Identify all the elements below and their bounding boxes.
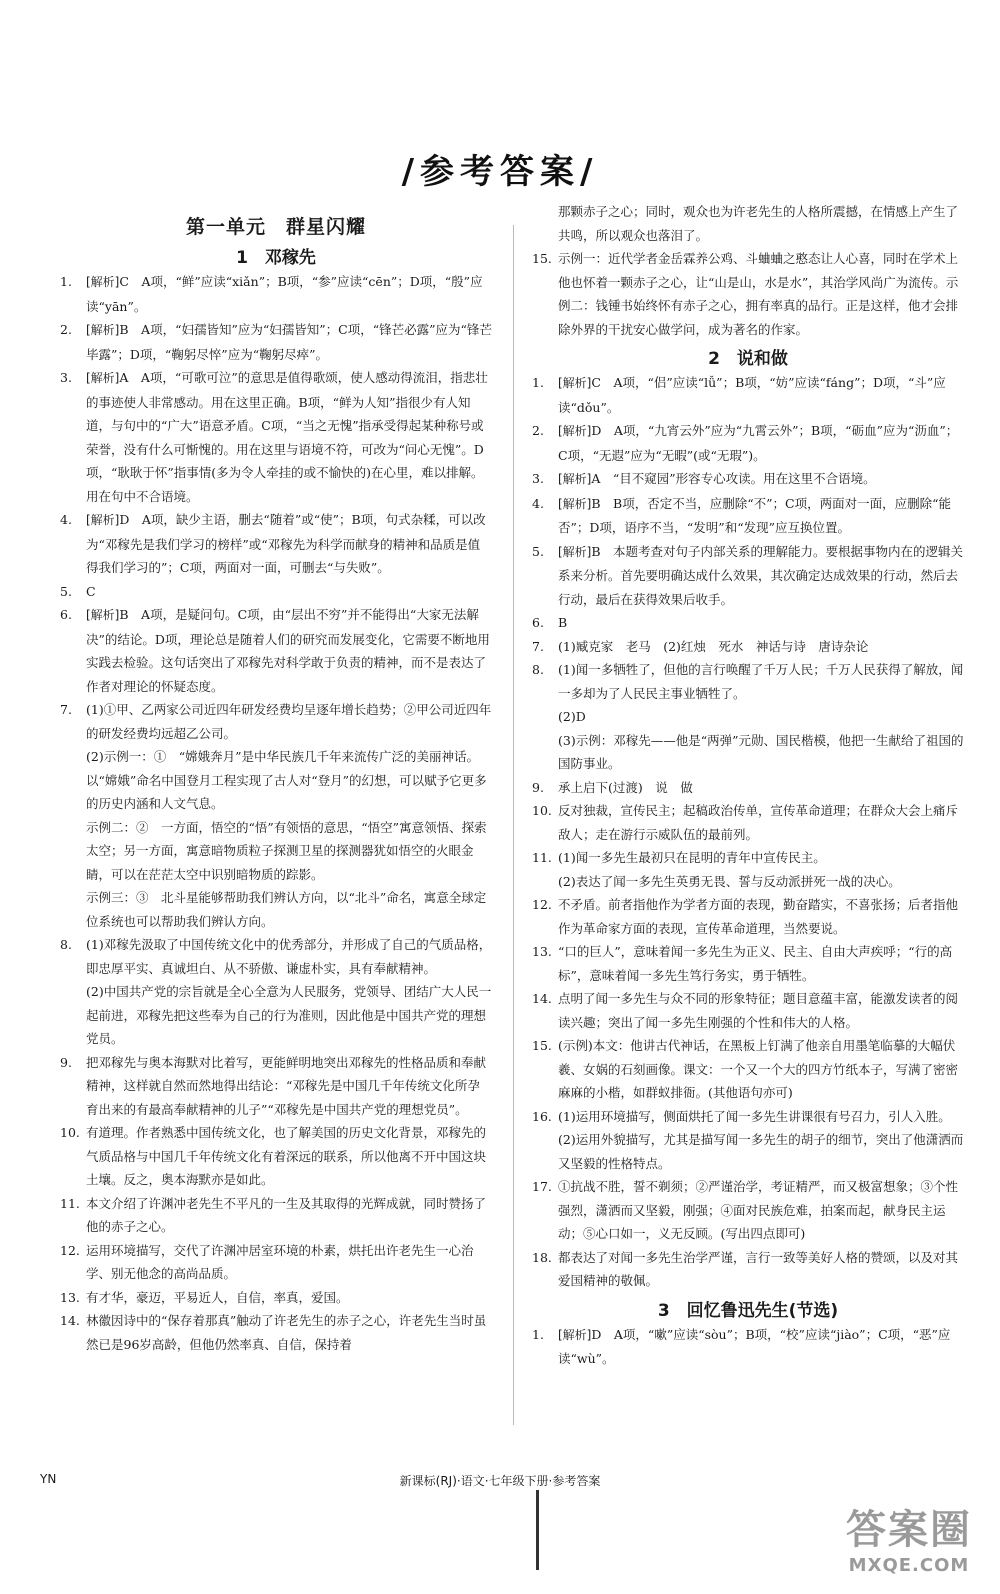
continued-answer: 那颗赤子之心；同时，观众也为许老先生的人格所震撼，在情感上产生了共鸣，所以观众也落泪了。 xyxy=(558,204,959,243)
answer-text: 不矛盾。前者指他作为学者方面的表现，勤奋踏实，不喜张扬；后者指他作为革命家方面的表现，宣传革命道理，当然要说。 xyxy=(558,897,959,936)
answer-number: 5. xyxy=(532,543,544,559)
answer-number: 9. xyxy=(532,779,544,795)
answer-item xyxy=(532,1323,964,1371)
answer-number: 9. xyxy=(60,1054,72,1070)
analysis-tag: [解析] xyxy=(558,376,592,390)
answer-number xyxy=(532,729,558,776)
answer-text: (2)D xyxy=(558,709,586,724)
answer-item xyxy=(532,247,964,341)
answer-number: 13. xyxy=(60,1289,80,1305)
answer-number: 15. xyxy=(532,251,552,266)
answer-number: 2. xyxy=(532,423,544,438)
answer-text: (3)示例：邓稼先——他是“两弹”元勋、国民楷模，他把一生献给了祖国的国防事业。 xyxy=(558,732,964,771)
left-answer-list xyxy=(60,270,492,1356)
answer-text: [解析]B 本题考查对句子内部关系的理解能力。要根据事物内在的逻辑关系来分析。首先要明确达成什么效果，其次确定达成效果的行动，然后去行动，最后在获得效果后收手。 xyxy=(558,543,964,607)
answer-text: 承上启下(过渡) 说 做 xyxy=(558,779,693,795)
answer-number: 14. xyxy=(60,1313,80,1328)
answer-item xyxy=(532,611,964,635)
answer-number: 10. xyxy=(60,1125,80,1140)
answer-item xyxy=(532,940,964,987)
answer-text: ①抗战不胜，誓不剃须；②严谨治学，考证精严，而又极富想象；③个性强烈，潇洒而又坚毅，刚强；④面对民族危难，拍案而起，献身民主运动；⑤心口如一，义无反顾。(写出四点即可) xyxy=(558,1179,959,1241)
answer-number: 18. xyxy=(532,1249,552,1265)
answer-item xyxy=(532,846,964,870)
answer-number: 2. xyxy=(60,322,72,337)
answer-text: 林徽因诗中的“保存着那真”触动了许老先生的赤子之心，许老先生当时虽然已是96岁高龄，但他仍然率真、自信，保持着 xyxy=(86,1313,487,1352)
answer-text: 有道理。作者熟悉中国传统文化，也了解美国的历史文化背景，邓稼先的气质品格与中国几千年传统文化有着深远的联系，所以他离不开中国这块土壤。反之，奥本海默亦是如此。 xyxy=(86,1125,487,1187)
answer-text: (1)①甲、乙两家公司近四年研发经费均呈逐年增长趋势；②甲公司近四年的研发经费均远超乙公司。 xyxy=(86,702,492,741)
answer-text: [解析]B A项，是疑问句。C项，由“层出不穷”并不能得出“大家无法解决”的结论。D项，理论总是随着人们的研究而发展变化，它需要不断地用实践去检验。这句话突出了邓稼先对科学敢于负责的精神，而不是表达了作者对理论的怀疑态度。 xyxy=(86,607,490,694)
answer-text: (2)运用外貌描写，尤其是描写闻一多先生的胡子的细节，突出了他潇洒而又坚毅的性格特点。 xyxy=(558,1132,964,1171)
answer-number: 4. xyxy=(532,495,544,511)
answer-text: 示例三：③ 北斗星能够帮助我们辨认方向，以“北斗”命名，寓意全球定位系统也可以帮助我们辨认方向。 xyxy=(86,890,487,929)
answer-item xyxy=(60,980,492,1051)
answer-text: (2)表达了闻一多先生英勇无畏、誓与反动派拼死一战的决心。 xyxy=(558,873,901,889)
answer-number xyxy=(60,980,86,1051)
answer-number: 10. xyxy=(532,803,552,818)
answer-item xyxy=(532,987,964,1034)
scan-mark xyxy=(536,1490,539,1570)
answer-text: 示例一：近代学者金岳霖养公鸡、斗蛐蛐之憨态让人心喜，同时在学术上他也怀着一颗赤子之心，让“山是山，水是水”，其治学风尚广为流传。示例二：钱锺书始终怀有赤子之心，拥有率真的品行。正是这样，他才会排除外界的干扰安心做学问，成为著名的作家。 xyxy=(558,251,959,337)
answer-text: 本文介绍了许渊冲老先生不平凡的一生及其取得的光辉成就，同时赞扬了他的赤子之心。 xyxy=(86,1195,487,1234)
answer-number: 8. xyxy=(60,937,72,952)
analysis-tag: [解析] xyxy=(86,513,120,527)
answer-number xyxy=(60,816,86,887)
page-title xyxy=(0,140,1000,197)
page-title-text: /参考答案/ xyxy=(401,152,599,192)
right-answer-list-b xyxy=(532,371,964,1293)
answer-item xyxy=(532,635,964,659)
answer-number: 1. xyxy=(60,274,72,289)
left-column xyxy=(60,208,492,1356)
answer-item xyxy=(60,1286,492,1310)
answer-number: 7. xyxy=(60,702,72,717)
analysis-tag: [解析] xyxy=(558,1327,592,1342)
answer-text: [解析]D A项，缺少主语，删去“随着”或“使”；B项，句式杂糅，可以改为“邓稼先是我们学习的榜样”或“邓稼先为科学而献身的精神和品质是值得我们学习的”；C项，两面对一面，可删去“与失败”。 xyxy=(86,512,486,575)
answer-text: [解析]D A项，“嗽”应读“sòu”；B项，“校”应读“jiào”；C项，“恶”应读“wù”。 xyxy=(558,1326,951,1366)
answer-text: 点明了闻一多先生与众不同的形象特征；题目意蕴丰富，能激发读者的阅读兴趣；突出了闻一多先生刚强的个性和伟大的人格。 xyxy=(558,991,959,1030)
answer-item xyxy=(60,1192,492,1239)
answer-item xyxy=(60,270,492,318)
watermark-url: MXQE.COM xyxy=(848,1555,970,1576)
answer-number: 12. xyxy=(60,1242,80,1258)
answer-number xyxy=(60,886,86,933)
answer-text: “口的巨人”，意味着闻一多先生为正义、民主、自由大声疾呼；“行的高标”，意味着闻一多先生笃行务实，勇于牺牲。 xyxy=(558,944,953,983)
answer-text: [解析]D A项，“九宵云外”应为“九霄云外”；B项，“砺血”应为“沥血”；C项，“无遐”应为“无暇”(或“无瑕”)。 xyxy=(558,423,959,463)
answer-number: 1. xyxy=(532,1326,544,1342)
answer-number: 5. xyxy=(60,583,72,599)
answer-number: 3. xyxy=(532,471,544,486)
answer-text: (2)示例一：① “嫦娥奔月”是中华民族几千年来流传广泛的美丽神话。以“嫦娥”命名中国登月工程实现了古人对“登月”的幻想，可以赋予它更多的历史内涵和人文气息。 xyxy=(86,749,487,811)
answer-number: 7. xyxy=(532,638,544,654)
lesson-title-2: 2 说和做 xyxy=(708,349,788,369)
answer-item xyxy=(532,1175,964,1246)
analysis-tag: [解析] xyxy=(558,472,592,486)
answer-item xyxy=(532,893,964,940)
answer-text: [解析]A A项，“可歌可泣”的意思是值得歌颂，使人感动得流泪，指悲壮的事迹使人非常感动。用在这里正确。B项，“鲜为人知”指很少有人知道，与句中的“广大”语意矛盾。C项，“当之无愧”指承受得起某种称号或荣誉，没有什么可惭愧的。用在这里与语境不符，可改为“问心无愧”。D项，“耿耿于怀”指事情(多为令人牵挂的或不愉快的)在心里，难以排解。用在句中不合语境。 xyxy=(86,370,488,504)
answer-item xyxy=(60,816,492,887)
answer-number: 11. xyxy=(60,1195,80,1211)
watermark-logo: 答案圈 xyxy=(846,1507,972,1553)
answer-item xyxy=(60,1121,492,1192)
answer-number: 1. xyxy=(532,375,544,390)
answer-number: 14. xyxy=(532,991,552,1006)
lesson-title-1: 1 邓稼先 xyxy=(236,248,316,268)
answer-text: (1)邓稼先汲取了中国传统文化中的优秀部分，并形成了自己的气质品格，即忠厚平实、真诚坦白、从不骄傲、谦虚朴实，具有奉献精神。 xyxy=(86,937,492,976)
answer-number: 15. xyxy=(532,1038,552,1053)
answer-item xyxy=(532,492,964,540)
answer-item xyxy=(60,1051,492,1122)
answer-text: [解析]A “目不窥园”形容专心攻读。用在这里不合语境。 xyxy=(558,471,876,486)
answer-item xyxy=(532,870,964,894)
answer-text: [解析]B A项，“妇孺皆知”应为“妇孺皆知”；C项，“锋芒必露”应为“锋芒毕露”；D项，“鞠躬尽悴”应为“鞠躬尽瘁”。 xyxy=(86,322,492,362)
answer-text: B xyxy=(558,615,568,630)
answer-text: 把邓稼先与奥本海默对比着写，更能鲜明地突出邓稼先的性格品质和奉献精神，这样就自然而然地得出结论：“邓稼先是中国几千年传统文化所孕育出来的有最高奉献精神的儿子”“邓稼先是中国共产党的理想党员”。 xyxy=(86,1054,487,1117)
answer-text: (1)闻一多牺牲了，但他的言行唤醒了千万人民；千万人民获得了解放，闻一多却为了人民民主事业牺牲了。 xyxy=(558,662,964,701)
analysis-tag: [解析] xyxy=(558,496,592,511)
answer-text: [解析]C A项，“侣”应读“lǚ”；B项，“妨”应读“fáng”；D项，“斗”应读“dǒu”。 xyxy=(558,375,946,415)
answer-text: 示例二：② 一方面，悟空的“悟”有领悟的意思，“悟空”寓意领悟、探索太空；另一方面，寓意暗物质粒子探测卫星的探测器犹如悟空的火眼金睛，可以在茫茫太空中识别暗物质的踪影。 xyxy=(86,819,487,882)
answer-item xyxy=(60,508,492,580)
answer-item xyxy=(532,1105,964,1129)
answer-item xyxy=(532,419,964,467)
answer-text: C xyxy=(86,583,96,599)
answer-number: 16. xyxy=(532,1108,552,1124)
analysis-tag: [解析] xyxy=(86,323,120,337)
answer-item xyxy=(60,603,492,698)
answer-item xyxy=(532,1128,964,1175)
answer-number xyxy=(60,745,86,816)
answer-item xyxy=(60,933,492,980)
answer-text: (1)运用环境描写，侧面烘托了闻一多先生讲课很有号召力，引人入胜。 xyxy=(558,1108,951,1124)
answer-number: 4. xyxy=(60,512,72,527)
answer-text: (1)臧克家 老马 (2)红烛 死水 神话与诗 唐诗杂论 xyxy=(558,638,869,654)
answer-text: [解析]C A项，“鲜”应读“xiǎn”；B项，“参”应读“cēn”；D项，“殷”应读“yān”。 xyxy=(86,274,483,314)
right-answer-list-c xyxy=(532,1323,964,1371)
answer-item xyxy=(60,745,492,816)
answer-item xyxy=(532,467,964,492)
answer-number: 6. xyxy=(532,615,544,630)
answer-number: 6. xyxy=(60,607,72,622)
answer-text: (1)闻一多先生最初只在昆明的青年中宣传民主。 xyxy=(558,850,826,865)
answer-item xyxy=(532,1246,964,1293)
analysis-tag: [解析] xyxy=(86,608,120,622)
answer-text: (2)中国共产党的宗旨就是全心全意为人民服务，党领导、团结广大人民一起前进，邓稼先把这些奉为自己的行为准则，因此他是中国共产党的理想党员。 xyxy=(86,984,492,1046)
answer-item xyxy=(532,1034,964,1105)
answer-item xyxy=(60,318,492,366)
answer-number xyxy=(532,705,558,729)
answer-number: 3. xyxy=(60,370,72,385)
analysis-tag: [解析] xyxy=(86,275,120,289)
answer-item xyxy=(60,366,492,508)
right-answer-list-a xyxy=(532,247,964,341)
answer-item xyxy=(532,705,964,729)
answer-item xyxy=(532,776,964,800)
answer-text: 都表达了对闻一多先生治学严谨，言行一致等美好人格的赞颂，以及对其爱国精神的敬佩。 xyxy=(558,1249,959,1288)
footer-caption: 新课标(RJ)·语文·七年级下册·参考答案 xyxy=(399,1474,601,1488)
answer-item xyxy=(532,658,964,705)
unit-title: 第一单元 群星闪耀 xyxy=(185,216,366,238)
footer-code: YN xyxy=(40,1472,57,1486)
answer-text: [解析]B B项，否定不当，应删除“不”；C项，两面对一面，应删除“能否”；D项，语序不当，“发明”和“发现”应互换位置。 xyxy=(558,495,951,535)
answer-item xyxy=(60,886,492,933)
analysis-tag: [解析] xyxy=(86,371,120,385)
answer-item xyxy=(532,540,964,612)
answer-number: 12. xyxy=(532,897,552,912)
answer-number xyxy=(532,870,558,894)
answer-item xyxy=(60,1239,492,1286)
answer-text: (示例)本文：他讲古代神话，在黑板上钉满了他亲自用墨笔临摹的大幅伏羲、女娲的石刻画像。课文：一个又一个大的四方竹纸本子，写满了密密麻麻的小楷，如群蚁排衙。(其他语句亦可) xyxy=(558,1038,959,1100)
lesson-title-3: 3 回忆鲁迅先生(节选) xyxy=(657,1300,839,1321)
analysis-tag: [解析] xyxy=(558,424,592,438)
answer-number: 17. xyxy=(532,1179,552,1194)
answer-number: 11. xyxy=(532,850,552,865)
answer-item xyxy=(60,1309,492,1356)
analysis-tag: [解析] xyxy=(558,544,592,559)
answer-text: 有才华，豪迈，平易近人，自信，率真，爱国。 xyxy=(86,1289,349,1305)
answer-text: 运用环境描写，交代了许渊冲居室环境的朴素，烘托出许老先生一心治学、别无他念的高尚品质。 xyxy=(86,1242,474,1281)
answer-item xyxy=(60,580,492,604)
answer-number: 13. xyxy=(532,944,552,959)
answer-item xyxy=(60,698,492,745)
column-divider xyxy=(513,225,514,1425)
answer-number xyxy=(532,1128,558,1175)
answer-item xyxy=(532,729,964,776)
answer-item xyxy=(532,799,964,846)
answer-text: 反对独裁，宣传民主；起稿政治传单，宣传革命道理；在群众大会上痛斥敌人；走在游行示威队伍的最前列。 xyxy=(558,803,959,842)
watermark xyxy=(846,1498,972,1576)
right-column xyxy=(532,200,964,1371)
answer-item xyxy=(532,371,964,419)
answer-number: 8. xyxy=(532,662,544,677)
